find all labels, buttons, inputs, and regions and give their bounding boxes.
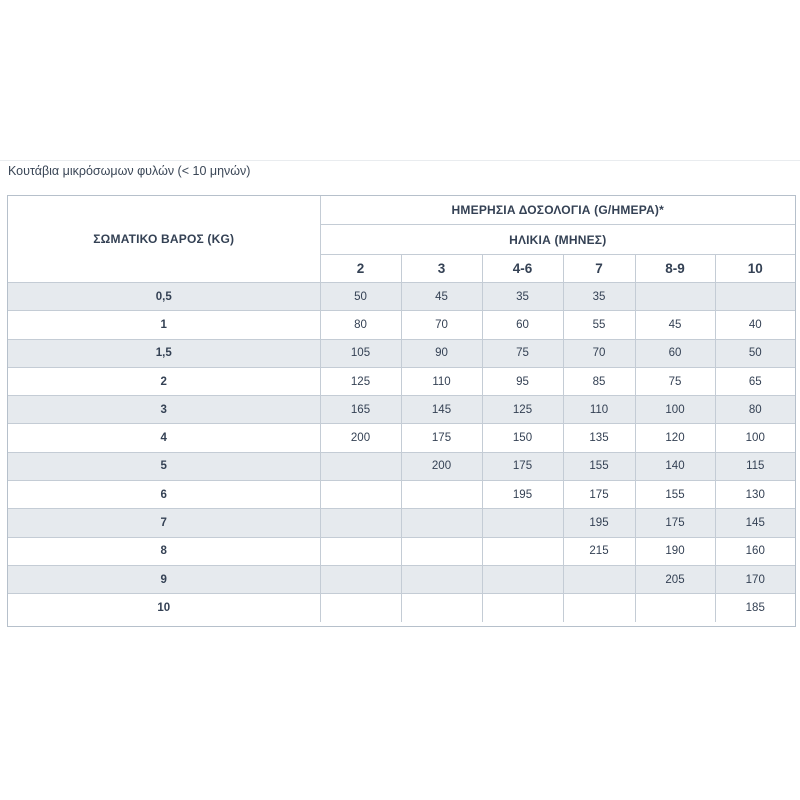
dosage-cell: 160 <box>715 537 795 565</box>
dosage-cell: 155 <box>563 452 635 480</box>
dosage-cell: 170 <box>715 565 795 593</box>
dosage-cell: 145 <box>715 509 795 537</box>
top-divider <box>0 160 800 161</box>
dosage-cell <box>715 283 795 311</box>
age-column-header: 8-9 <box>635 255 715 283</box>
dosage-cell: 65 <box>715 367 795 395</box>
dosage-cell: 55 <box>563 311 635 339</box>
weight-column-header: ΣΩΜΑΤΙΚΟ ΒΑΡΟΣ (KG) <box>8 196 320 283</box>
age-header: ΗΛΙΚΙΑ (ΜΗΝΕΣ) <box>320 225 795 255</box>
dosage-cell: 50 <box>715 339 795 367</box>
weight-cell: 9 <box>8 565 320 593</box>
weight-cell: 3 <box>8 396 320 424</box>
dosage-cell: 95 <box>482 367 563 395</box>
dosage-cell <box>320 537 401 565</box>
weight-cell: 1 <box>8 311 320 339</box>
dosage-cell: 120 <box>635 424 715 452</box>
age-column-header: 4-6 <box>482 255 563 283</box>
dosage-cell <box>320 594 401 622</box>
weight-cell: 8 <box>8 537 320 565</box>
dosage-cell <box>320 481 401 509</box>
table-row <box>8 452 795 480</box>
table-row <box>8 537 795 565</box>
dosage-cell: 175 <box>635 509 715 537</box>
dosage-cell: 175 <box>401 424 482 452</box>
dosage-cell: 100 <box>715 424 795 452</box>
dosage-cell: 200 <box>320 424 401 452</box>
dosage-cell <box>563 594 635 622</box>
dosage-cell <box>320 509 401 537</box>
table-row <box>8 594 795 622</box>
dosage-cell: 195 <box>482 481 563 509</box>
dosage-cell <box>482 565 563 593</box>
dosage-cell: 145 <box>401 396 482 424</box>
dosage-cell: 125 <box>482 396 563 424</box>
dosage-cell: 50 <box>320 283 401 311</box>
dosage-cell: 155 <box>635 481 715 509</box>
dosage-cell: 70 <box>563 339 635 367</box>
dosage-cell: 45 <box>401 283 482 311</box>
dosage-cell: 35 <box>563 283 635 311</box>
dosage-cell <box>320 452 401 480</box>
table-row <box>8 283 795 311</box>
dosage-cell: 175 <box>563 481 635 509</box>
dosage-cell: 150 <box>482 424 563 452</box>
table-row <box>8 367 795 395</box>
dosage-cell <box>635 594 715 622</box>
dosage-cell: 40 <box>715 311 795 339</box>
table-caption: Κουτάβια μικρόσωμων φυλών (< 10 μηνών) <box>8 164 251 178</box>
table-row <box>8 481 795 509</box>
age-column-header: 7 <box>563 255 635 283</box>
dosage-cell: 115 <box>715 452 795 480</box>
table-row <box>8 509 795 537</box>
age-column-header: 2 <box>320 255 401 283</box>
dosage-cell <box>320 565 401 593</box>
table-row <box>8 339 795 367</box>
dosage-cell: 100 <box>635 396 715 424</box>
weight-cell: 1,5 <box>8 339 320 367</box>
dosage-cell: 70 <box>401 311 482 339</box>
dosage-cell <box>482 509 563 537</box>
dosage-cell <box>635 283 715 311</box>
dosage-cell: 75 <box>635 367 715 395</box>
weight-cell: 7 <box>8 509 320 537</box>
daily-dosage-header: ΗΜΕΡΗΣΙΑ ΔΟΣΟΛΟΓΙΑ (G/ΗΜΕΡΑ)* <box>320 196 795 225</box>
dosage-cell: 190 <box>635 537 715 565</box>
weight-cell: 2 <box>8 367 320 395</box>
dosage-table-container <box>7 195 796 627</box>
weight-cell: 4 <box>8 424 320 452</box>
dosage-cell: 185 <box>715 594 795 622</box>
dosage-cell: 80 <box>320 311 401 339</box>
dosage-cell <box>563 565 635 593</box>
weight-cell: 6 <box>8 481 320 509</box>
dosage-cell: 140 <box>635 452 715 480</box>
dosage-cell: 200 <box>401 452 482 480</box>
dosage-cell <box>482 594 563 622</box>
dosage-table <box>8 196 795 622</box>
table-row <box>8 311 795 339</box>
table-row <box>8 565 795 593</box>
dosage-cell: 110 <box>401 367 482 395</box>
age-column-header: 3 <box>401 255 482 283</box>
weight-cell: 10 <box>8 594 320 622</box>
age-column-header: 10 <box>715 255 795 283</box>
dosage-cell: 135 <box>563 424 635 452</box>
table-row <box>8 396 795 424</box>
table-row <box>8 424 795 452</box>
dosage-cell: 105 <box>320 339 401 367</box>
dosage-cell <box>401 537 482 565</box>
dosage-cell: 80 <box>715 396 795 424</box>
dosage-cell: 60 <box>482 311 563 339</box>
dosage-cell: 125 <box>320 367 401 395</box>
dosage-cell: 195 <box>563 509 635 537</box>
dosage-cell <box>482 537 563 565</box>
dosage-cell: 35 <box>482 283 563 311</box>
dosage-cell: 45 <box>635 311 715 339</box>
dosage-cell: 90 <box>401 339 482 367</box>
dosage-cell <box>401 594 482 622</box>
dosage-cell <box>401 565 482 593</box>
dosage-cell: 130 <box>715 481 795 509</box>
weight-cell: 5 <box>8 452 320 480</box>
dosage-cell: 60 <box>635 339 715 367</box>
dosage-cell: 175 <box>482 452 563 480</box>
dosage-cell: 165 <box>320 396 401 424</box>
dosage-cell: 85 <box>563 367 635 395</box>
weight-cell: 0,5 <box>8 283 320 311</box>
dosage-cell: 205 <box>635 565 715 593</box>
dosage-cell <box>401 509 482 537</box>
dosage-cell <box>401 481 482 509</box>
dosage-cell: 75 <box>482 339 563 367</box>
dosage-cell: 110 <box>563 396 635 424</box>
dosage-cell: 215 <box>563 537 635 565</box>
